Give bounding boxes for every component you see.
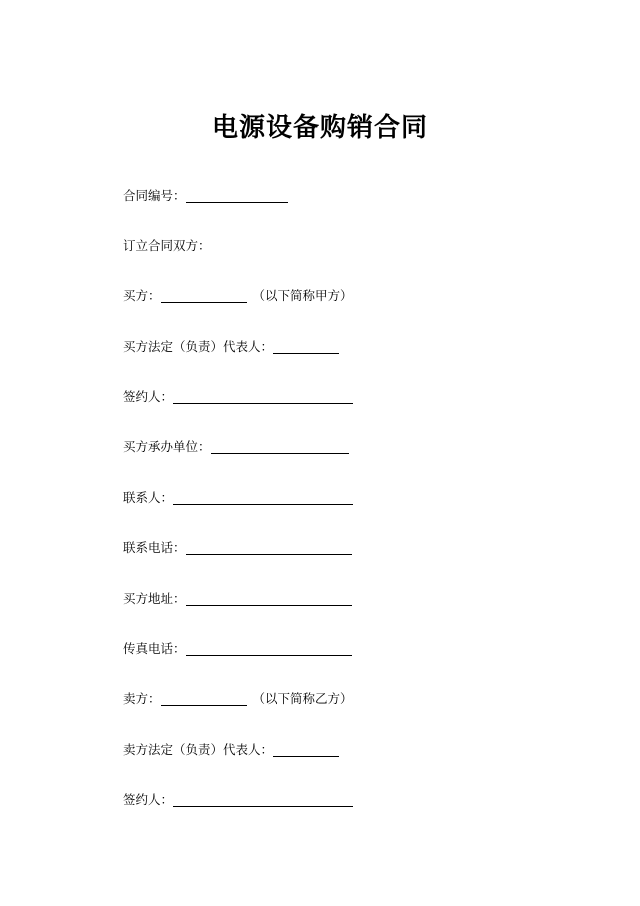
contact-person-line xyxy=(123,488,353,508)
buyer-address-label: 买方地址： xyxy=(123,591,186,606)
contact-person-blank[interactable] xyxy=(173,491,353,505)
buyer-signatory-blank[interactable] xyxy=(173,390,353,404)
contact-person-label: 联系人： xyxy=(123,490,174,505)
buyer-address-line xyxy=(123,589,352,609)
seller-representative-label: 卖方法定（负责）代表人： xyxy=(123,742,274,757)
buyer-label: 买方： xyxy=(123,288,161,303)
buyer-handling-unit-label: 买方承办单位： xyxy=(123,439,211,454)
seller-label: 卖方： xyxy=(123,691,161,706)
contact-phone-label: 联系电话： xyxy=(123,540,186,555)
buyer-blank[interactable] xyxy=(161,289,247,303)
contract-title: 电源设备购销合同 xyxy=(211,113,428,143)
contact-phone-line xyxy=(123,538,352,558)
fax-phone-label: 传真电话： xyxy=(123,641,186,656)
buyer-alias-note: （以下简称甲方） xyxy=(252,288,353,303)
seller-signatory-label: 签约人： xyxy=(123,792,174,807)
buyer-line xyxy=(123,286,353,306)
contract-number-label: 合同编号： xyxy=(123,188,186,203)
seller-blank[interactable] xyxy=(161,692,247,706)
seller-signatory-blank[interactable] xyxy=(173,793,353,807)
contracting-parties-label: 订立合同双方： xyxy=(123,238,211,253)
fax-phone-blank[interactable] xyxy=(186,642,352,656)
contract-number-line xyxy=(123,186,288,206)
buyer-representative-line xyxy=(123,337,339,357)
contract-number-blank[interactable] xyxy=(186,189,288,203)
buyer-representative-blank[interactable] xyxy=(273,340,339,354)
seller-signatory-line xyxy=(123,790,353,810)
buyer-handling-unit-blank[interactable] xyxy=(211,440,349,454)
seller-representative-line xyxy=(123,740,339,760)
buyer-representative-label: 买方法定（负责）代表人： xyxy=(123,339,274,354)
buyer-signatory-line xyxy=(123,387,353,407)
seller-line xyxy=(123,689,353,709)
buyer-address-blank[interactable] xyxy=(186,592,352,606)
seller-representative-blank[interactable] xyxy=(273,743,339,757)
contracting-parties-line xyxy=(123,236,211,256)
fax-phone-line xyxy=(123,639,352,659)
contact-phone-blank[interactable] xyxy=(186,541,352,555)
seller-alias-note: （以下简称乙方） xyxy=(252,691,353,706)
buyer-handling-unit-line xyxy=(123,437,349,457)
buyer-signatory-label: 签约人： xyxy=(123,389,174,404)
